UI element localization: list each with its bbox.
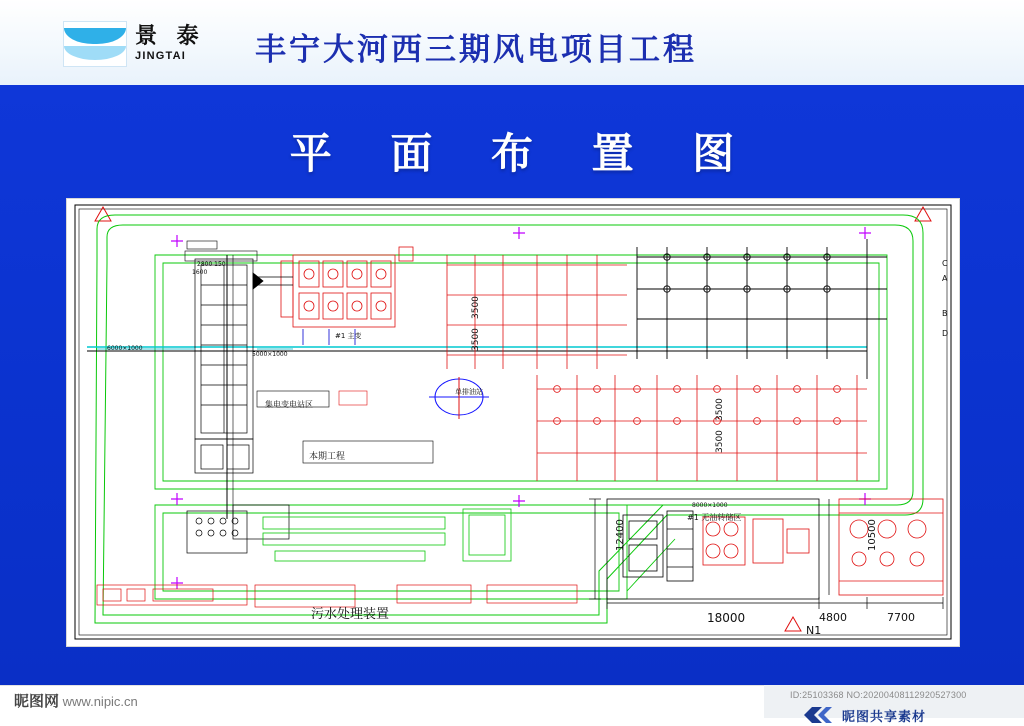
drawing-label: 3500 (471, 328, 481, 351)
drawing-label: 12400 (615, 519, 626, 551)
drawing-label: 本期工程 (309, 452, 346, 462)
drawing-label: #1 无油转储区 (687, 513, 742, 522)
footer-site-url: www.nipic.cn (62, 694, 138, 709)
footer-site (14, 690, 138, 711)
drawing-label: D (942, 329, 949, 338)
site-layout-drawing (66, 198, 960, 647)
drawing-label: 污水处理装置 (311, 607, 390, 622)
project-title: 丰宁大河西三期风电项目工程 (255, 32, 697, 68)
drawing-label: C (942, 259, 948, 268)
drawing-label: 单排油站 (455, 388, 483, 396)
drawing-label: 4800 (819, 611, 847, 624)
drawing-label: 8000×1000 (692, 502, 728, 509)
logo-wave-icon (63, 21, 127, 67)
drawing-label: 集电变电站区 (265, 400, 313, 409)
drawing-label: 3500 (715, 398, 725, 421)
footer-brand-icon (800, 704, 834, 726)
drawing-label: 10500 (867, 519, 878, 551)
logo-name-cn: 景 泰 (135, 24, 205, 50)
blue-panel (0, 85, 1024, 685)
drawing-label: 6000×1000 (107, 345, 143, 352)
drawing-label: B (942, 309, 948, 318)
logo-name-en: JINGTAI (135, 50, 186, 63)
drawing-label: 3500 (471, 296, 481, 319)
drawing-label: 5000×1000 (252, 351, 288, 358)
company-logo (63, 20, 243, 68)
footer-id: ID:25103368 NO:20200408112920527300 (790, 690, 967, 700)
drawing-label: N1 (806, 624, 822, 637)
footer-brand-text: 昵图共享素材 (842, 709, 927, 724)
drawing-label: A (942, 274, 948, 283)
footer-site-brand: 昵图网 (14, 693, 60, 710)
drawing-label: 2800 150 (197, 261, 226, 268)
drawing-label: 1600 (192, 269, 208, 276)
drawing-label: #1 主变 (335, 332, 362, 340)
header-band (0, 0, 1024, 85)
drawing-label: 7700 (887, 611, 915, 624)
page-title: 平 面 布 置 图 (289, 129, 757, 178)
drawing-label: 18000 (707, 611, 746, 625)
drawing-label: 3500 (715, 430, 725, 453)
